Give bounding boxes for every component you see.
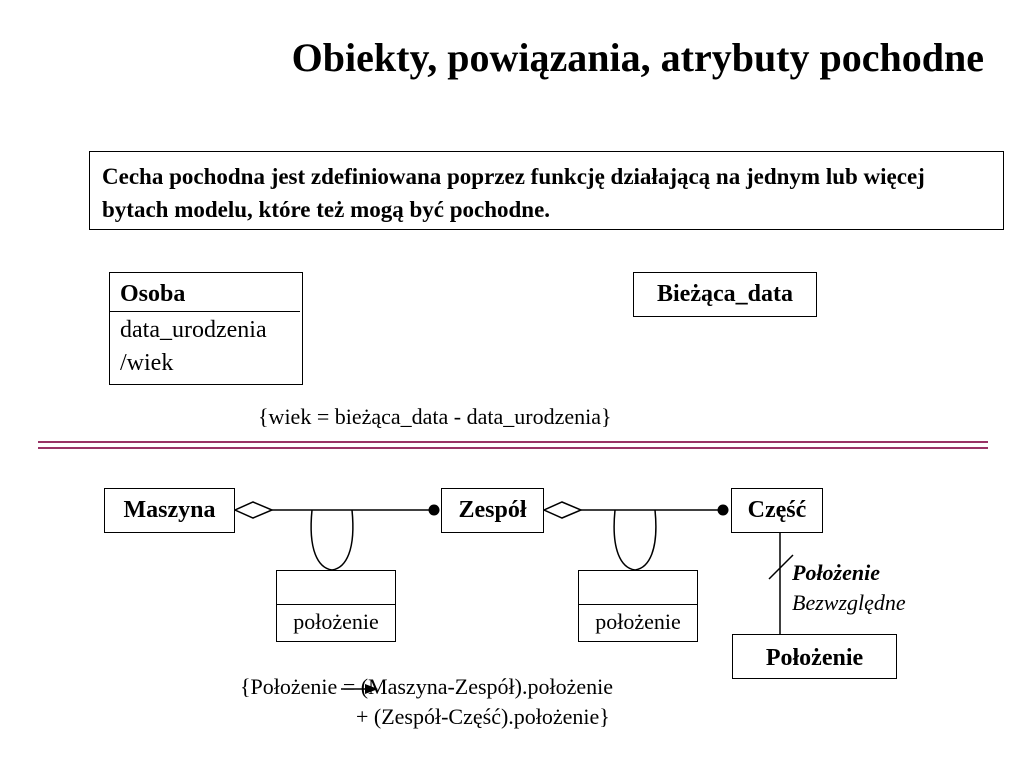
zespol-class: Zespół [441,488,544,533]
link2-connector-loop [614,510,656,570]
definition-text: Cecha pochodna jest zdefiniowana poprzez funkcję działającą na jednym lub więcej bytach modelu, które też mogą być pochodne. [102,164,925,222]
polozenie-class: Położenie [732,634,897,679]
formula-line-2: + (Zespół-Część).położenie} [356,704,610,729]
link-attribute-box-maszyna-zespol [276,570,396,642]
multiplicity-dot-czesc [718,505,729,516]
link-attribute-divider [277,604,395,605]
biezaca-data-class: Bieżąca_data [633,272,817,317]
formula-line-1: {Położenie = (Maszyna-Zespół).położenie [240,674,614,699]
osoba-attr-data-urodzenia: data_urodzenia [120,317,267,343]
maszyna-class: Maszyna [104,488,235,533]
wiek-constraint: {wiek = bieżąca_data - data_urodzenia} [258,404,612,429]
czesc-class: Część [731,488,823,533]
osoba-class-name: Osoba [120,281,186,307]
link-attribute-polozenie: położenie [595,609,681,634]
link-attribute-divider [579,604,697,605]
qualifier-slash-role [769,555,793,579]
link-attribute-polozenie: położenie [293,609,379,634]
role-value-label: Bezwzględne [792,590,906,615]
aggregation-diamond-maszyna [235,502,272,518]
osoba-attr-wiek: /wiek [120,350,174,376]
aggregation-diamond-zespol [544,502,581,518]
multiplicity-dot-zespol [429,505,440,516]
link1-connector-loop [311,510,353,570]
slide-title: Obiekty, powiązania, atrybuty pochodne [291,35,984,80]
link-attribute-box-zespol-czesc [578,570,698,642]
role-name-label: Położenie [792,560,880,585]
